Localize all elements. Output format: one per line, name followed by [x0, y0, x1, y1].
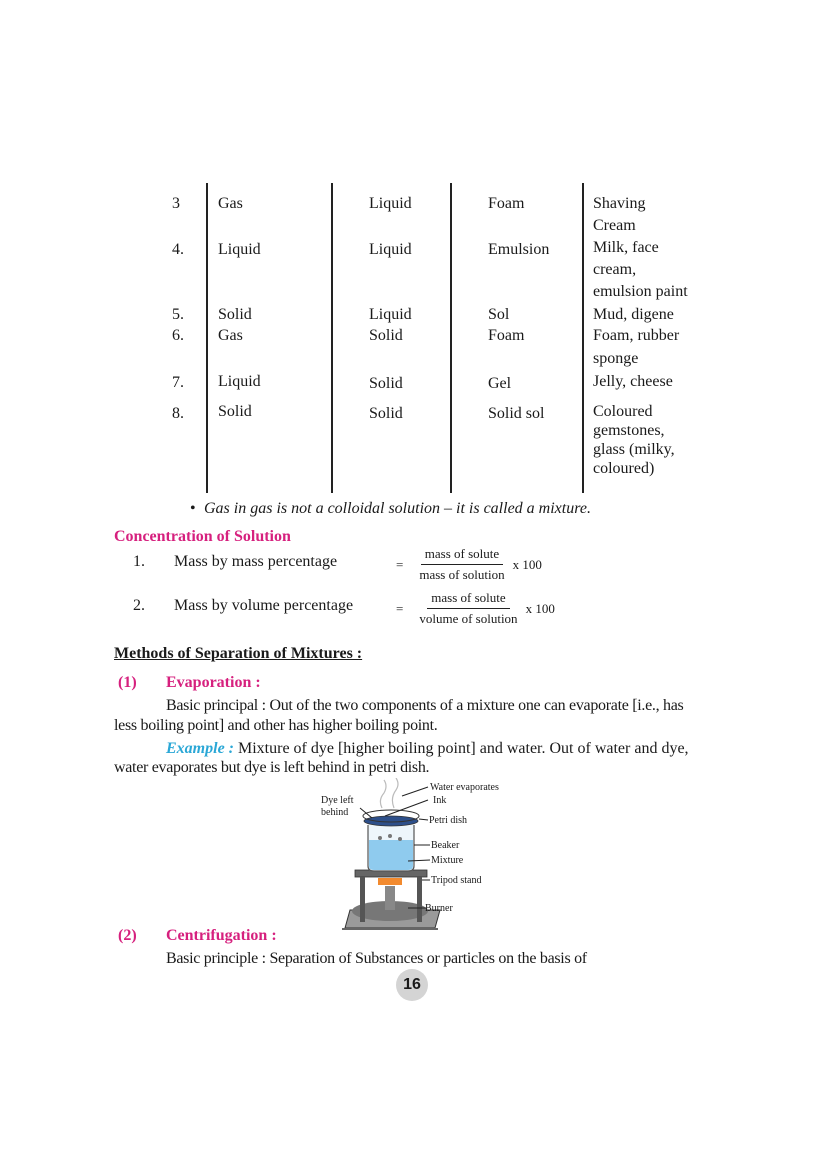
- denominator: mass of solution: [419, 567, 505, 582]
- example: Milk, face: [593, 239, 659, 256]
- example: coloured): [593, 460, 655, 477]
- tripod-leg: [360, 877, 365, 922]
- colloid-type: Gel: [488, 375, 512, 392]
- multiplier: x 100: [512, 556, 542, 572]
- table-divider: [450, 183, 452, 493]
- example-text: Mixture of dye [higher boiling point] and water. Out of water and dye,: [234, 740, 689, 757]
- dispersion-medium: Liquid: [369, 241, 412, 258]
- colloid-type: Foam: [488, 327, 525, 344]
- table-divider: [331, 183, 333, 493]
- label-dye-left: Dye left: [321, 795, 354, 806]
- numerator: mass of solute: [421, 546, 503, 565]
- item-number: 1.: [133, 553, 145, 570]
- base-edge: [342, 928, 438, 930]
- numerator: mass of solute: [427, 590, 509, 609]
- example: cream,: [593, 261, 637, 278]
- note-text: Gas in gas is not a colloidal solution – it is called a mixture.: [204, 500, 591, 517]
- label-petri-dish: Petri dish: [429, 815, 468, 826]
- bubble: [378, 836, 382, 840]
- method-number: (2): [118, 927, 137, 944]
- method-title-centrifugation: Centrifugation :: [166, 927, 277, 944]
- example-paragraph: [166, 740, 689, 758]
- page-number: 16: [396, 969, 428, 1001]
- mixture-liquid: [369, 840, 413, 870]
- example: sponge: [593, 350, 639, 367]
- formula-label: Mass by mass percentage: [174, 553, 338, 570]
- table-divider: [206, 183, 208, 493]
- dispersed-phase: Solid: [218, 403, 252, 420]
- vapour: [380, 780, 386, 808]
- label-water-evaporates: Water evaporates: [430, 782, 499, 793]
- colloid-type: Emulsion: [488, 241, 550, 258]
- item-number: 2.: [133, 597, 145, 614]
- paragraph: less boiling point] and other has higher boiling point.: [114, 717, 438, 734]
- burner-tube: [385, 886, 395, 910]
- evaporation-diagram: [300, 778, 540, 938]
- row-number: 3: [172, 195, 180, 212]
- example: gemstones,: [593, 422, 665, 439]
- equals-sign: =: [396, 556, 404, 572]
- label-tripod-stand: Tripod stand: [431, 875, 482, 886]
- paragraph: water evaporates but dye is left behind in petri dish.: [114, 759, 430, 776]
- dispersed-phase: Solid: [218, 306, 252, 323]
- label-burner: Burner: [425, 903, 453, 914]
- flame: [378, 878, 402, 885]
- multiplier: x 100: [525, 600, 555, 616]
- bullet: •: [190, 500, 196, 517]
- label-mixture: Mixture: [431, 855, 464, 866]
- section-heading-concentration: Concentration of Solution: [114, 528, 291, 545]
- example: Cream: [593, 217, 636, 234]
- formula-mass-by-volume: [396, 590, 555, 627]
- paragraph: Basic principal : Out of the two components of a mixture one can evaporate [i.e., has: [166, 697, 684, 714]
- row-number: 8.: [172, 405, 184, 422]
- example: emulsion paint: [593, 283, 688, 300]
- dispersed-phase: Liquid: [218, 241, 261, 258]
- example: glass (milky,: [593, 441, 675, 458]
- colloid-type: Sol: [488, 306, 510, 323]
- dispersion-medium: Solid: [369, 327, 403, 344]
- dispersion-medium: Solid: [369, 375, 403, 392]
- dispersion-medium: Solid: [369, 405, 403, 422]
- bubble: [398, 837, 402, 841]
- example: Foam, rubber: [593, 327, 680, 344]
- pointer-line: [385, 800, 428, 816]
- dispersed-phase: Gas: [218, 195, 243, 212]
- method-number: (1): [118, 674, 137, 691]
- row-number: 7.: [172, 374, 184, 391]
- method-title-evaporation: Evaporation :: [166, 674, 261, 691]
- table-divider: [582, 183, 584, 493]
- formula-mass-by-mass: [396, 546, 542, 583]
- example: Jelly, cheese: [593, 373, 673, 390]
- label-beaker: Beaker: [431, 840, 460, 851]
- example-label: Example :: [166, 740, 234, 757]
- paragraph: Basic principle : Separation of Substances or particles on the basis of: [166, 950, 587, 967]
- pointer-line: [419, 819, 428, 820]
- example: Mud, digene: [593, 306, 674, 323]
- row-number: 4.: [172, 241, 184, 258]
- vapour: [392, 778, 398, 808]
- pointer-line: [402, 787, 428, 796]
- denominator: volume of solution: [419, 611, 518, 626]
- bubble: [388, 834, 392, 838]
- example: Shaving: [593, 195, 646, 212]
- label-behind: behind: [321, 807, 349, 818]
- section-heading-methods: Methods of Separation of Mixtures :: [114, 645, 363, 662]
- dispersed-phase: Gas: [218, 327, 243, 344]
- colloid-type: Foam: [488, 195, 525, 212]
- row-number: 6.: [172, 327, 184, 344]
- pointer-line: [360, 808, 372, 818]
- dispersed-phase: Liquid: [218, 373, 261, 390]
- example: Coloured: [593, 403, 653, 420]
- colloid-type: Solid sol: [488, 405, 545, 422]
- tripod-leg: [417, 877, 422, 922]
- label-ink: Ink: [433, 795, 447, 806]
- equals-sign: =: [396, 600, 404, 616]
- dispersion-medium: Liquid: [369, 195, 412, 212]
- row-number: 5.: [172, 306, 184, 323]
- dispersion-medium: Liquid: [369, 306, 412, 323]
- formula-label: Mass by volume percentage: [174, 597, 354, 614]
